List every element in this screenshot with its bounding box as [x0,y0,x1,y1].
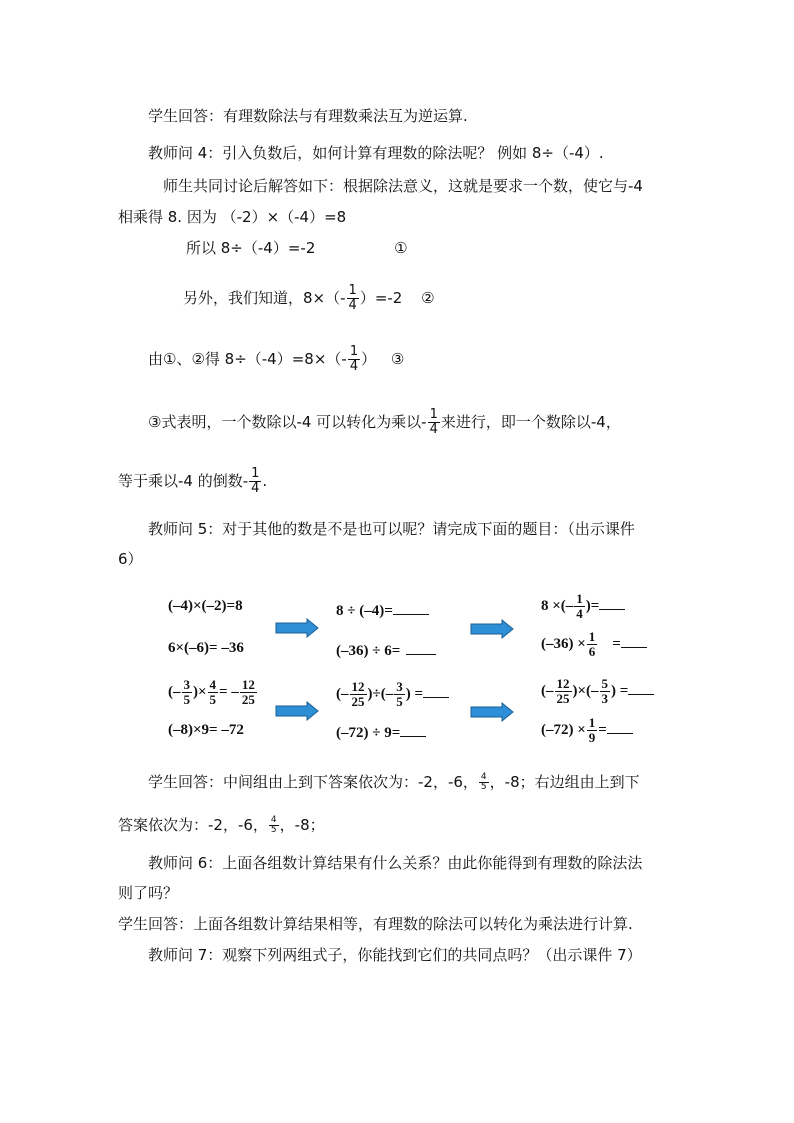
right-arrow-icon [275,618,319,638]
left-eq-3-mid2: = – [219,683,239,700]
left-eq-1: (–4)×(–2)=8 [168,598,243,614]
left-eq-3-mid1: )× [193,683,207,700]
fraction-denominator: 6 [588,644,596,659]
explanation-line-1 [148,408,621,437]
right-eq-3-pre: (– [541,682,554,699]
right-eq-2-post: = [612,635,621,652]
right-eq-1-pre: 8 ×(– [541,597,574,614]
fraction-numerator: 12 [351,679,365,694]
right-eq-4 [541,716,633,745]
fraction-numerator: 1 [251,466,260,481]
fraction-quarter [428,408,440,437]
fraction [555,677,572,706]
discussion-line-2: 相乘得 8. 因为 （-2）×（-4）=8 [118,208,347,226]
equation-2 [183,284,435,313]
left-eq-3 [168,678,258,707]
equation-3-pre: 由①、②得 8÷（-4）=8×（- [148,350,347,368]
right-eq-2-pre: (–36) × [541,635,586,652]
discussion-line-1: 师生共同讨论后解答如下：根据除法意义，这就是要求一个数，使它与-4 [163,177,643,195]
equation-3-post: ） [361,350,377,368]
student-answer-2 [148,772,640,792]
fraction [479,773,489,792]
fraction-numerator: 12 [556,676,570,691]
student-answer-2-post: ，-8；右边组由上到下 [489,773,640,791]
explanation-pre: ③式表明，一个数除以-4 可以转化为乘以- [148,413,427,431]
middle-eq-3-mid: )÷(– [367,685,394,702]
middle-eq-4 [336,725,426,742]
fraction-denominator: 25 [241,692,255,707]
fraction-quarter [347,284,359,313]
middle-eq-1-text: 8 ÷ (–4)= [336,603,393,619]
middle-eq-3-pre: (– [336,685,349,702]
fraction-numerator: 1 [576,591,583,606]
middle-eq-3-post: ) = [405,685,424,702]
answer-blank[interactable] [393,614,429,615]
fraction [574,592,585,621]
equation-3 [148,345,404,374]
fraction [600,677,611,706]
right-eq-1 [541,592,625,621]
fraction-denominator: 5 [396,694,403,709]
answer-blank[interactable] [607,733,633,734]
right-eq-2 [541,630,647,659]
right-eq-3-mid: )×(– [572,682,599,699]
left-eq-3-pre: (– [168,683,181,700]
fraction-denominator: 9 [588,730,596,745]
student-answer-2-pre: 学生回答：中间组由上到下答案依次为：-2，-6， [148,773,478,791]
middle-eq-3 [336,680,449,709]
right-eq-3 [541,677,654,706]
right-eq-4-pre: (–72) × [541,721,586,738]
middle-eq-2-text: (–36) ÷ 6= [336,643,401,659]
left-eq-4: (–8)×9= –72 [168,722,244,738]
fraction-numerator: 3 [183,677,190,692]
teacher-question-6-cont: 则了吗？ [118,884,179,902]
fraction [269,816,279,835]
equation-1 [186,238,408,258]
explanation-2-post: . [262,472,268,490]
fraction-denominator: 5 [209,692,217,707]
fraction-denominator: 25 [351,694,365,709]
fraction [587,716,598,745]
answer-blank[interactable] [599,609,625,610]
fraction [350,680,367,709]
fraction [240,678,257,707]
right-eq-3-post: ) = [611,682,629,699]
answer-blank[interactable] [406,654,436,655]
student-answer-3: 学生回答：上面各组数计算结果相等，有理数的除法可以转化为乘法进行计算. [118,915,633,933]
fraction [587,630,598,659]
fraction-numerator: 1 [429,407,438,422]
fraction [182,678,193,707]
middle-eq-1 [336,603,429,620]
fraction-numerator: 12 [241,677,255,692]
right-eq-4-post: = [598,721,607,738]
fraction-denominator: 4 [251,481,260,496]
explanation-2-pre: 等于乘以-4 的倒数- [118,472,249,490]
fraction-numerator: 1 [348,283,357,298]
answer-blank[interactable] [423,697,449,698]
fraction-quarter [348,345,360,374]
teacher-question-4: 教师问 4：引入负数后，如何计算有理数的除法呢？ 例如 8÷（-4）. [148,144,604,162]
circle-mark-1: ① [394,239,408,257]
equation-1-text: 所以 8÷（-4）=-2 [186,239,316,257]
fraction [394,680,405,709]
right-arrow-icon [470,619,514,639]
teacher-question-5: 教师问 5：对于其他的数是不是也可以呢？请完成下面的题目：（出示课件 [148,520,635,538]
fraction-numerator: 1 [588,629,596,644]
fraction-denominator: 4 [348,298,357,313]
middle-eq-2 [336,643,436,660]
answer-blank[interactable] [400,736,426,737]
circle-mark-3: ③ [390,350,405,368]
fraction [208,678,219,707]
left-eq-2: 6×(–6)= –36 [168,640,244,656]
equation-2-pre: 另外，我们知道，8×（- [183,289,346,307]
fraction-denominator: 4 [349,359,359,374]
right-arrow-icon [275,701,319,721]
fraction-denominator: 3 [601,691,609,706]
fraction-denominator: 5 [270,825,277,835]
fraction-denominator: 25 [556,691,570,706]
fraction-denominator: 4 [576,606,583,621]
fraction-denominator: 4 [429,422,438,437]
fraction-numerator: 4 [480,772,487,782]
teacher-question-6: 教师问 6：上面各组数计算结果有什么关系？由此你能得到有理数的除法法 [148,854,643,872]
student-answer-1: 学生回答：有理数除法与有理数乘法互为逆运算. [148,107,468,125]
student-answer-2-cont [118,815,325,835]
explanation-line-2 [118,467,267,496]
fraction-numerator: 4 [270,815,277,825]
fraction-denominator: 5 [183,692,190,707]
circle-mark-2: ② [421,289,435,307]
student-answer-2-cont-pre: 答案依次为：-2，-6， [118,816,268,834]
middle-eq-4-text: (–72) ÷ 9= [336,725,401,741]
equation-2-post: ）=-2 [359,289,403,307]
answer-blank[interactable] [621,647,647,648]
fraction-numerator: 1 [588,715,596,730]
right-eq-1-post: )= [585,597,600,614]
fraction-quarter [249,467,261,496]
teacher-question-7: 教师问 7：观察下列两组式子，你能找到它们的共同点吗？（出示课件 7） [148,946,642,964]
answer-blank[interactable] [628,694,654,695]
fraction-numerator: 5 [601,676,609,691]
student-answer-2-cont-post: ，-8； [279,816,325,834]
fraction-denominator: 5 [480,782,487,792]
explanation-post: 来进行，即一个数除以-4， [440,413,621,431]
fraction-numerator: 3 [396,679,403,694]
teacher-question-5-cont: 6） [118,550,143,568]
fraction-numerator: 1 [349,344,359,359]
right-arrow-icon [470,702,514,722]
fraction-numerator: 4 [209,677,217,692]
